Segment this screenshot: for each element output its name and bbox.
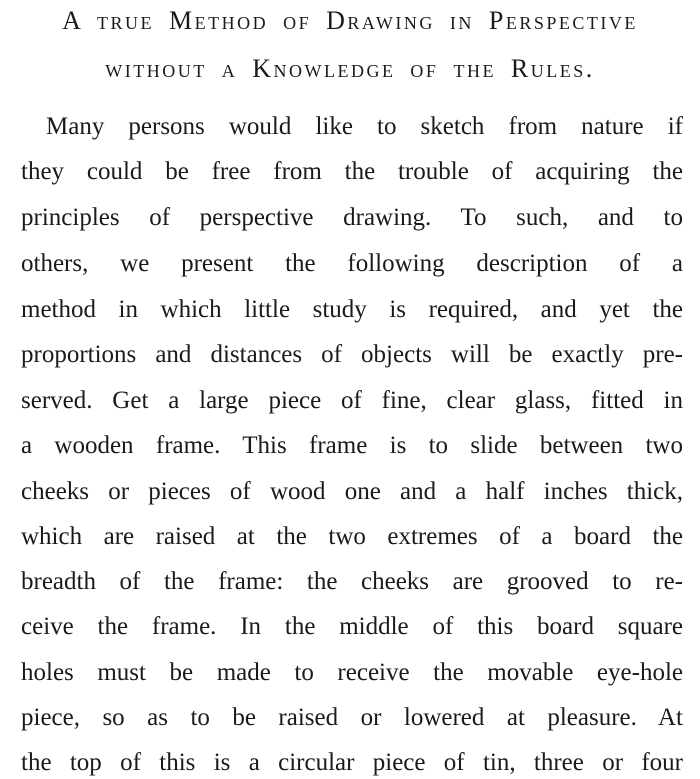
paragraph-line: piece, so as to be raised or lowered at pleasure. At: [21, 704, 683, 731]
paragraph-line: cheeks or pieces of wood one and a half inches thick,: [21, 478, 683, 505]
paragraph-line: a wooden frame. This frame is to slide between two: [21, 432, 683, 459]
paragraph-line: holes must be made to receive the movable eye-hole: [21, 659, 683, 686]
paragraph-line: ceive the frame. In the middle of this board square: [21, 613, 683, 640]
title-line-1: A true Method of Drawing in Perspective: [62, 6, 638, 35]
paragraph-line: method in which little study is required, and yet the: [21, 296, 683, 323]
paragraph-line: principles of perspective drawing. To such, and to: [21, 204, 683, 231]
paragraph-line: proportions and distances of objects will be exactly pre-: [21, 341, 683, 368]
paragraph-line: which are raised at the two extremes of a board the: [21, 523, 683, 550]
paragraph-line: served. Get a large piece of fine, clear glass, fitted in: [21, 387, 683, 414]
paragraph-line: they could be free from the trouble of acquiring the: [21, 158, 683, 185]
paragraph-line: the top of this is a circular piece of tin, three or four: [21, 749, 683, 776]
paragraph-line: breadth of the frame: the cheeks are grooved to re-: [21, 568, 683, 595]
paragraph-line: Many persons would like to sketch from nature if: [46, 113, 683, 140]
title-line-2: without a Knowledge of the Rules.: [105, 54, 595, 83]
paragraph-line: others, we present the following description of a: [21, 250, 683, 277]
